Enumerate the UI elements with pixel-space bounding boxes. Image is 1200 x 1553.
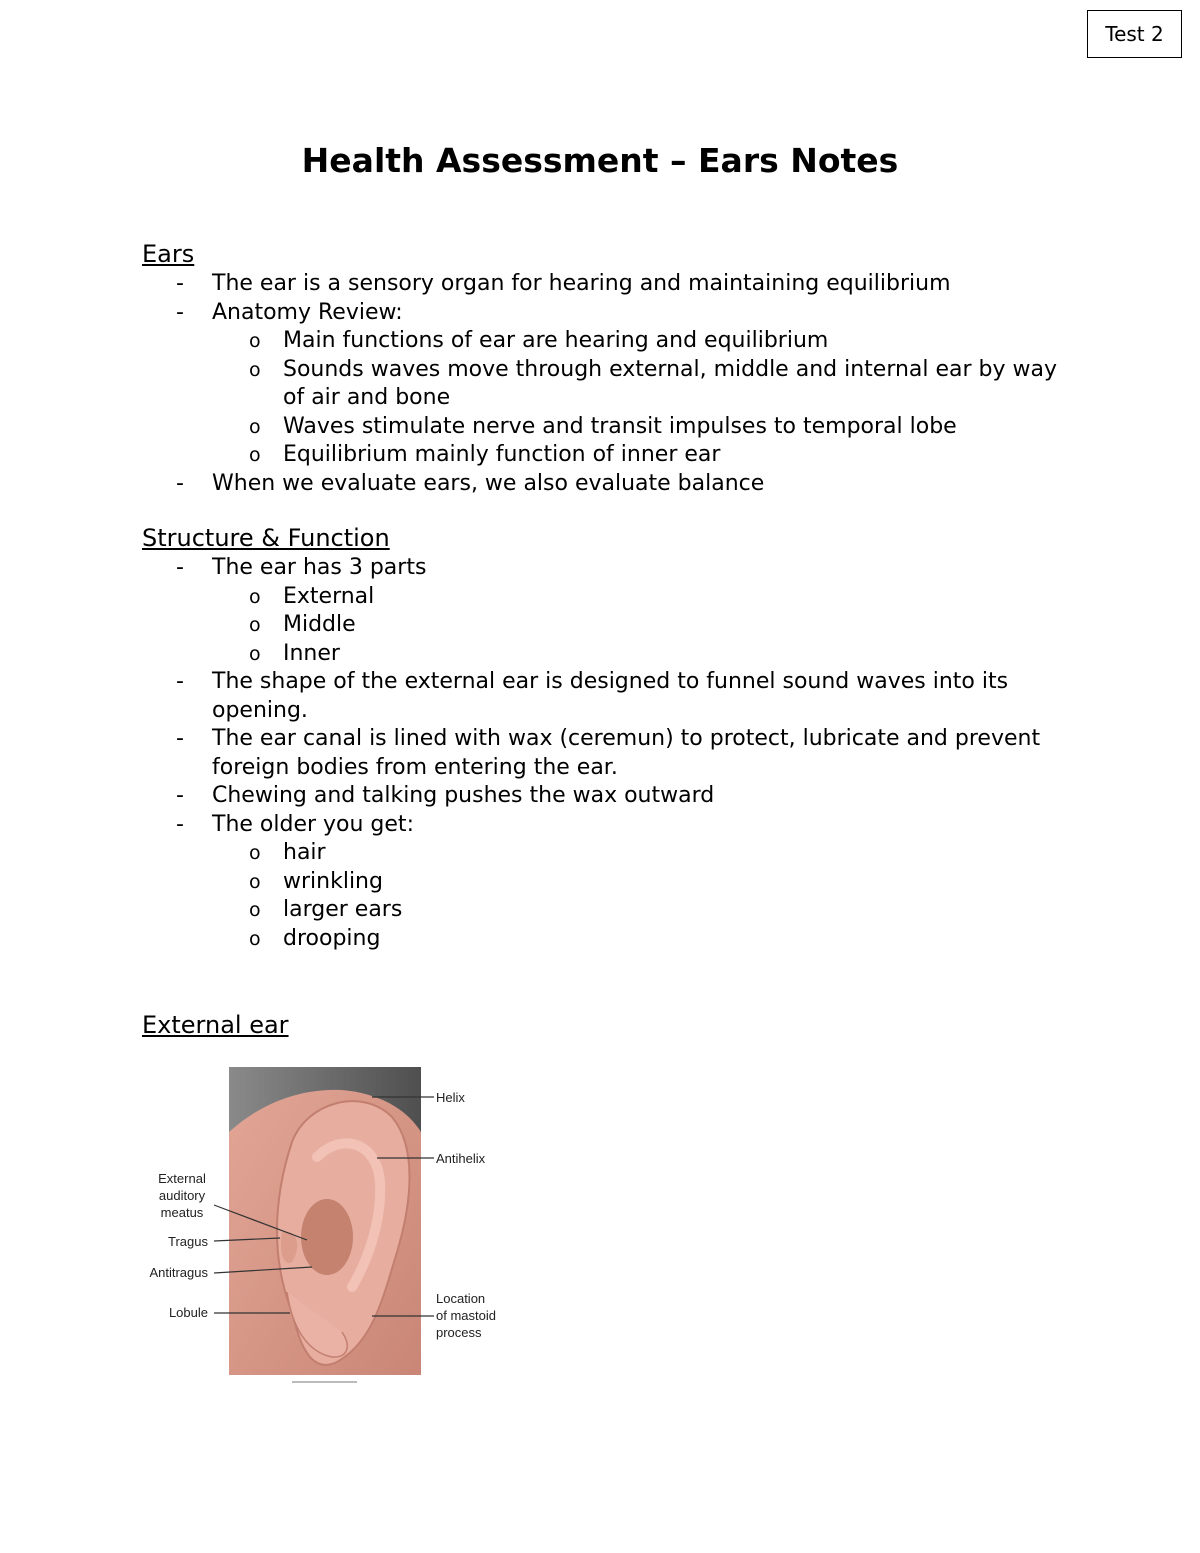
label-external-auditory-meatus-line3: meatus [160, 1205, 204, 1220]
sub-list-item [142, 611, 1072, 640]
circle-bullet: o [249, 642, 261, 665]
list-item [142, 811, 1072, 840]
sub-list-item-text: Equilibrium mainly function of inner ear [283, 442, 721, 467]
dash-bullet: - [176, 470, 184, 496]
sub-list-item [142, 327, 1072, 356]
circle-bullet: o [249, 330, 261, 352]
list-item [142, 668, 1072, 725]
circle-bullet: o [249, 870, 261, 893]
list-item-text: The older you get: [212, 811, 414, 837]
sub-list-item [142, 896, 1072, 925]
label-antihelix: Antihelix [436, 1151, 486, 1166]
dash-bullet: - [176, 299, 184, 325]
label-mastoid-line3: process [436, 1325, 482, 1340]
list-item-text: The ear has 3 parts [212, 555, 427, 580]
ear-concha-shape [301, 1199, 353, 1275]
list-item-text: The ear canal is lined with wax (ceremun) to protect, lubricate and prevent foreign bodies from entering the ear. [212, 726, 1041, 780]
list-item-text: The shape of the external ear is designed to funnel sound waves into its opening. [212, 669, 1009, 723]
sub-list-item-text: Waves stimulate nerve and transit impulses to temporal lobe [283, 413, 957, 439]
circle-bullet: o [249, 899, 261, 921]
list-item-text: Anatomy Review: [212, 299, 403, 325]
section-heading-external-ear: External ear [142, 1011, 289, 1039]
label-helix: Helix [436, 1090, 465, 1105]
sub-list-item-text: Main functions of ear are hearing and equilibrium [283, 328, 829, 353]
test-tag [1087, 10, 1182, 58]
sub-list-item-text: Middle [283, 612, 356, 637]
external-ear-figure [142, 1062, 507, 1388]
circle-bullet: o [249, 614, 261, 636]
dash-bullet: - [176, 783, 184, 808]
sub-list-item-text: Sounds waves move through external, middle and internal ear by way of air and bone [283, 356, 1058, 410]
sub-list-item-text: hair [283, 840, 326, 865]
list-item [142, 299, 1072, 328]
list-item [142, 470, 1072, 499]
label-antitragus: Antitragus [149, 1265, 208, 1280]
notes-body [142, 238, 1072, 1041]
sub-list-item [142, 640, 1072, 669]
sub-list-item [142, 925, 1072, 954]
list-item-text: Chewing and talking pushes the wax outward [212, 783, 715, 808]
test-tag-label: Test 2 [1105, 22, 1164, 46]
ear-diagram [142, 1062, 507, 1388]
label-tragus: Tragus [168, 1234, 208, 1249]
sub-list-item [142, 839, 1072, 868]
circle-bullet: o [249, 358, 261, 381]
dash-bullet: - [176, 271, 184, 296]
label-external-auditory-meatus-line1: External [158, 1171, 206, 1186]
sub-list-item-text: wrinkling [283, 868, 383, 894]
dash-bullet: - [176, 726, 184, 751]
sub-list-item-text: larger ears [283, 897, 403, 922]
sub-list-item [142, 583, 1072, 612]
section-heading-structure: Structure & Function [142, 524, 390, 552]
sub-list-item [142, 868, 1072, 897]
circle-bullet: o [249, 415, 261, 438]
list-item-text: When we evaluate ears, we also evaluate balance [212, 470, 765, 496]
list-item [142, 270, 1072, 299]
section-heading-ears: Ears [142, 240, 195, 268]
circle-bullet: o [249, 444, 261, 466]
label-mastoid-line1: Location [436, 1291, 486, 1306]
circle-bullet: o [249, 842, 261, 864]
list-item [142, 725, 1072, 782]
dash-bullet: - [176, 555, 184, 580]
list-item-text: The ear is a sensory organ for hearing and maintaining equilibrium [212, 271, 951, 296]
circle-bullet: o [249, 927, 261, 950]
sub-list-item-text: Inner [283, 640, 340, 666]
dash-bullet: - [176, 811, 184, 837]
sub-list-item [142, 356, 1072, 413]
label-external-auditory-meatus-line2: auditory [158, 1188, 206, 1203]
label-lobule: Lobule [168, 1305, 208, 1320]
sub-list-item [142, 441, 1072, 470]
sub-list-item-text: drooping [283, 925, 381, 951]
sub-list-item-text: External [283, 583, 375, 609]
list-item [142, 554, 1072, 583]
sub-list-item [142, 413, 1072, 442]
label-mastoid-line2: of mastoid [436, 1308, 496, 1323]
photo-credit-mark [292, 1381, 357, 1383]
circle-bullet: o [249, 585, 261, 608]
list-item [142, 782, 1072, 811]
page-title: Health Assessment – Ears Notes [301, 141, 899, 180]
dash-bullet: - [176, 669, 184, 694]
